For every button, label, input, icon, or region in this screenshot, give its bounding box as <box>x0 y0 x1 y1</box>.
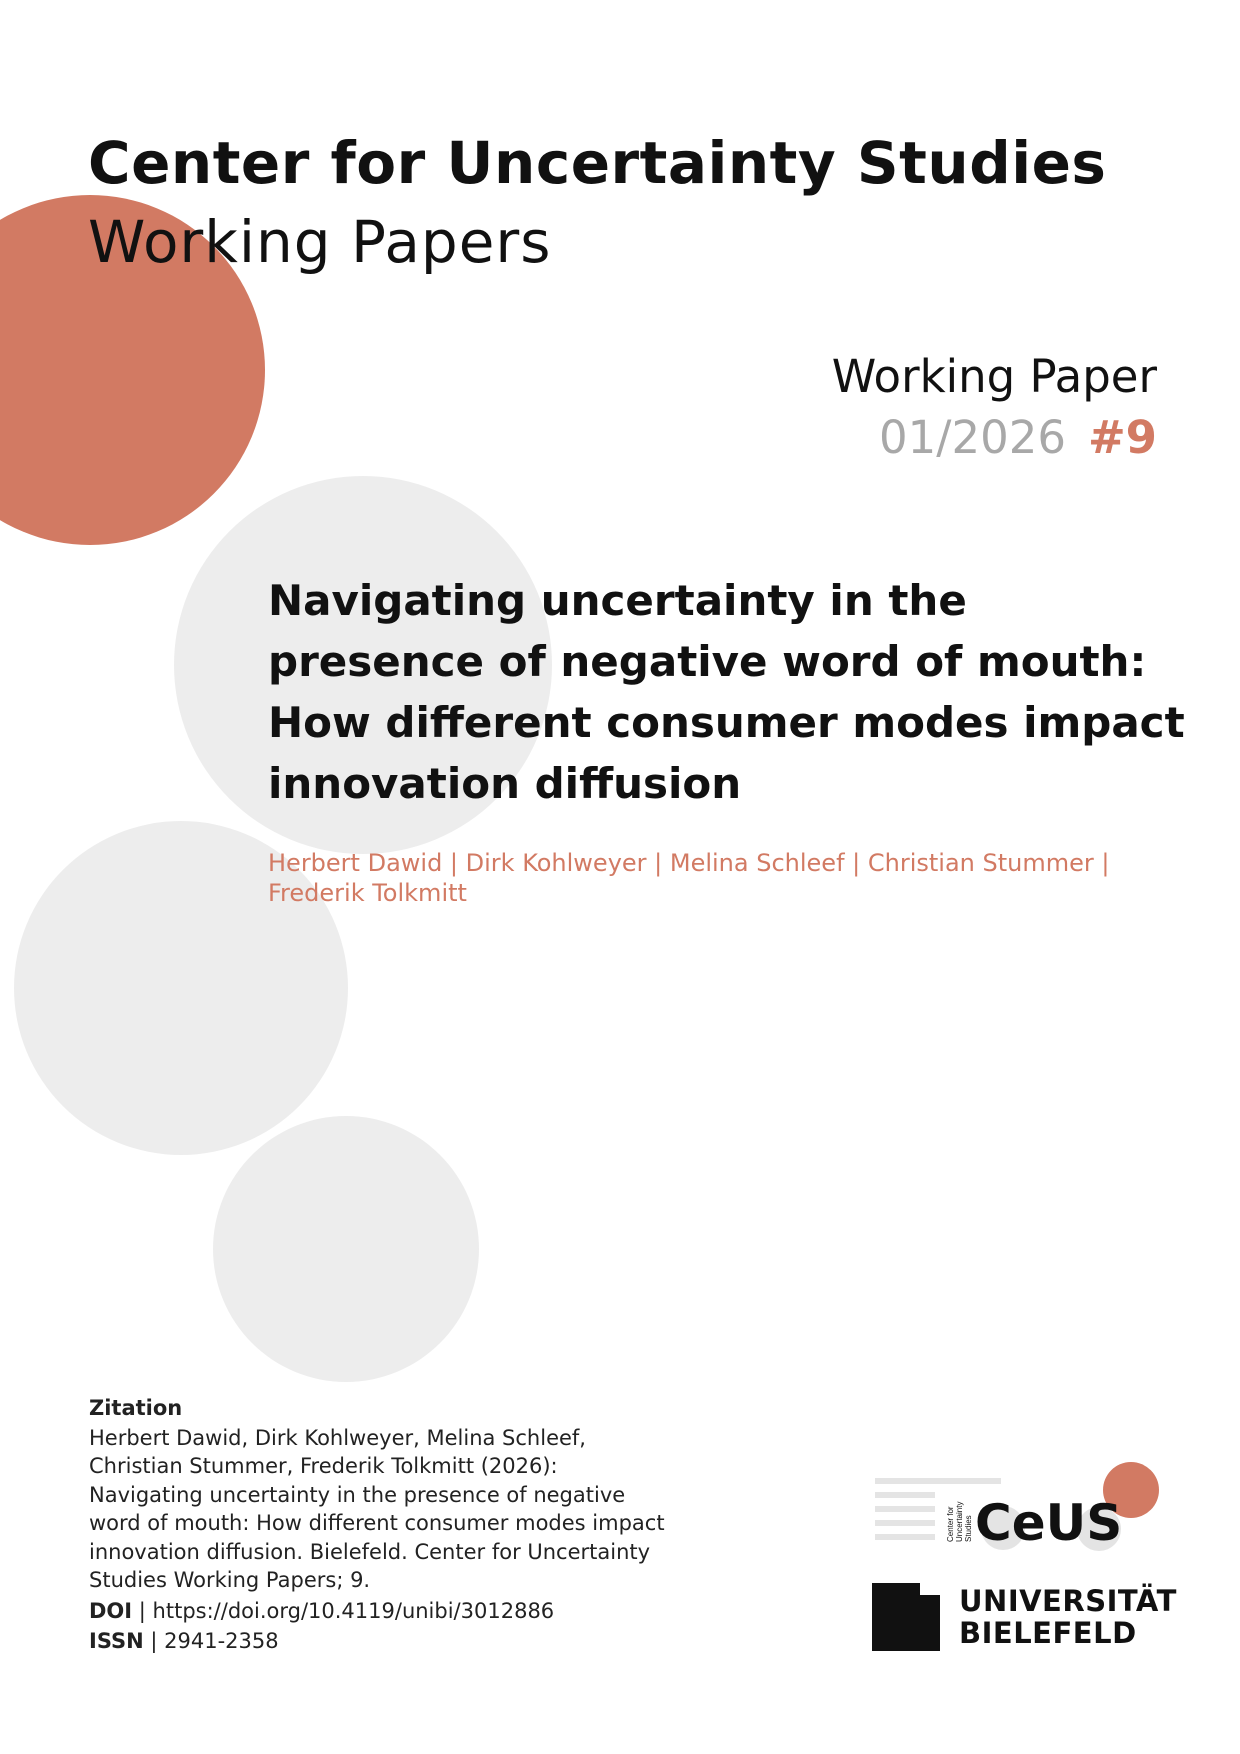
university-name-line: UNIVERSITÄT <box>959 1584 1177 1618</box>
university-logo <box>872 1583 1177 1653</box>
citation-line: Studies Working Papers; 9. <box>89 1568 371 1592</box>
citation-block <box>89 1394 689 1656</box>
ceus-side-text: Center for <box>946 1506 955 1542</box>
citation-doi <box>89 1597 689 1626</box>
series-title: Center for Uncertainty Studies <box>88 129 1107 197</box>
citation-issn <box>89 1627 689 1656</box>
ceus-side-text: Studies <box>964 1515 973 1542</box>
university-emblem-icon <box>872 1583 940 1651</box>
series-subtitle: Working Papers <box>88 208 552 276</box>
author-line: Frederik Tolkmitt <box>268 879 467 907</box>
paper-title-line: How different consumer modes impact <box>268 698 1185 747</box>
author-list <box>268 848 1148 908</box>
citation-line: innovation diffusion. Bielefeld. Center for Uncertainty <box>89 1539 651 1564</box>
citation-heading: Zitation <box>89 1396 183 1420</box>
doi-label: DOI <box>89 1598 133 1623</box>
ceus-wordmark: CeUS <box>975 1494 1123 1552</box>
paper-title <box>268 570 1185 814</box>
paper-title-line: presence of negative word of mouth: <box>268 637 1147 686</box>
university-name-line: BIELEFELD <box>959 1616 1137 1650</box>
university-name <box>959 1585 1177 1649</box>
citation-line: Herbert Dawid, Dirk Kohlweyer, Melina Schleef, <box>89 1425 586 1450</box>
paper-title-line: Navigating uncertainty in the <box>268 576 967 625</box>
ceus-logo <box>873 1462 1160 1558</box>
working-paper-label: Working Paper <box>831 350 1157 403</box>
separator: | <box>132 1598 153 1623</box>
issn-label: ISSN <box>89 1629 144 1653</box>
working-paper-date: 01/2026 <box>879 411 1066 464</box>
citation-line: Christian Stummer, Frederik Tolkmitt (2026): <box>89 1454 558 1478</box>
working-paper-number <box>879 411 1157 464</box>
citation-line: Navigating uncertainty in the presence of negative <box>89 1482 626 1507</box>
separator: | <box>143 1629 165 1653</box>
paper-title-line: innovation diffusion <box>268 759 742 808</box>
decorative-circle-grey <box>213 1116 479 1382</box>
working-paper-issue: #9 <box>1087 411 1157 464</box>
issn-value: 2941-2358 <box>164 1629 279 1653</box>
doi-link[interactable]: https://doi.org/10.4119/unibi/3012886 <box>152 1598 555 1623</box>
ceus-side-text: Uncertainty <box>955 1501 964 1542</box>
citation-line: word of mouth: How different consumer modes impact <box>89 1511 665 1535</box>
author-line: Herbert Dawid | Dirk Kohlweyer | Melina Schleef | Christian Stummer | <box>268 849 1110 877</box>
